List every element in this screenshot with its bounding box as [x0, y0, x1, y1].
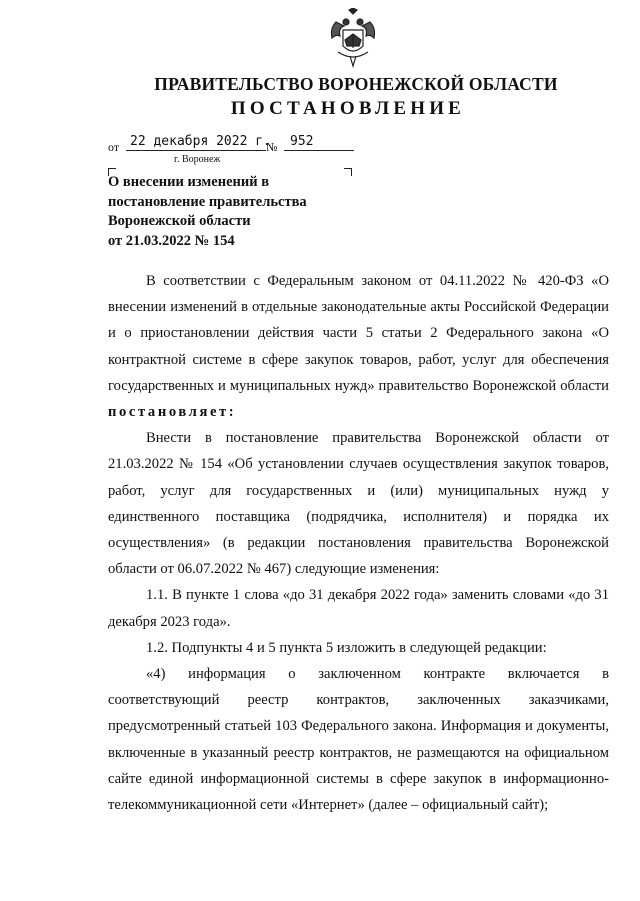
paragraph-subitem-4: «4) информация о заключенном контракте включается в соответствующий реестр контрактов, заключенных заказчиками, предусмотренный статьей 103 Федерального закона. Информация и документы, включенные в указанный реестр контрактов, не размещаются на официальном сайте единой информационной системы в сфере закупок в информационно-телекоммуникационной сети «Интернет» (далее – официальный сайт); — [108, 666, 609, 814]
paragraph-item-1-1: 1.1. В пункте 1 слова «до 31 декабря 2022 года» заменить словами «до 31 декабря 2023 года». — [108, 587, 609, 630]
document-type: ПОСТАНОВЛЕНИЕ — [230, 98, 466, 119]
subject-line: постановление правительства — [108, 193, 307, 210]
subject-line: Воронежской области — [108, 213, 251, 229]
document-number: 952 — [290, 134, 314, 149]
paragraph-item-1-2: 1.2. Подпункты 4 и 5 пункта 5 изложить в следующей редакции: — [146, 639, 547, 656]
number-label: № — [266, 140, 278, 154]
document-subject — [108, 173, 348, 251]
date-label: от — [108, 140, 120, 154]
government-title: ПРАВИТЕЛЬСТВО ВОРОНЕЖСКОЙ ОБЛАСТИ — [154, 74, 558, 94]
document-body — [108, 268, 609, 818]
decree-keyword: постановляет: — [108, 404, 237, 421]
document-date: 22 декабря 2022 г. — [130, 134, 271, 149]
coat-of-arms-icon — [326, 8, 380, 68]
subject-line: О внесении изменений в — [108, 174, 270, 190]
subject-line: от 21.03.2022 № 154 — [108, 232, 235, 249]
date-underline — [126, 150, 266, 151]
number-underline — [284, 150, 354, 151]
preamble-text: В соответствии с Федеральным законом от 04.11.2022 № 420-ФЗ «О внесении изменений в отдельные законодательные акты Российской Федерации и о приостановлении действия части 5 статьи 2 Федерального закона «О контрактной системе в сфере закупок товаров, работ, услуг для обеспечения государственных и муниципальных нужд» правительство Воронежской области — [108, 273, 609, 394]
city-name: г. Воронеж — [174, 154, 221, 165]
paragraph-preamble — [108, 268, 609, 425]
document-meta — [108, 134, 368, 168]
paragraph-main: Внести в постановление правительства Воронежской области от 21.03.2022 № 154 «Об установлении случаев осуществления закупок товаров, работ, услуг для государственных и (или) муниципальных нужд у единственного поставщика (подрядчика, исполнителя) и порядка их осуществления» (в редакции постановления правительства Воронежской области от 06.07.2022 № 467) следующие изменения: — [108, 430, 609, 578]
